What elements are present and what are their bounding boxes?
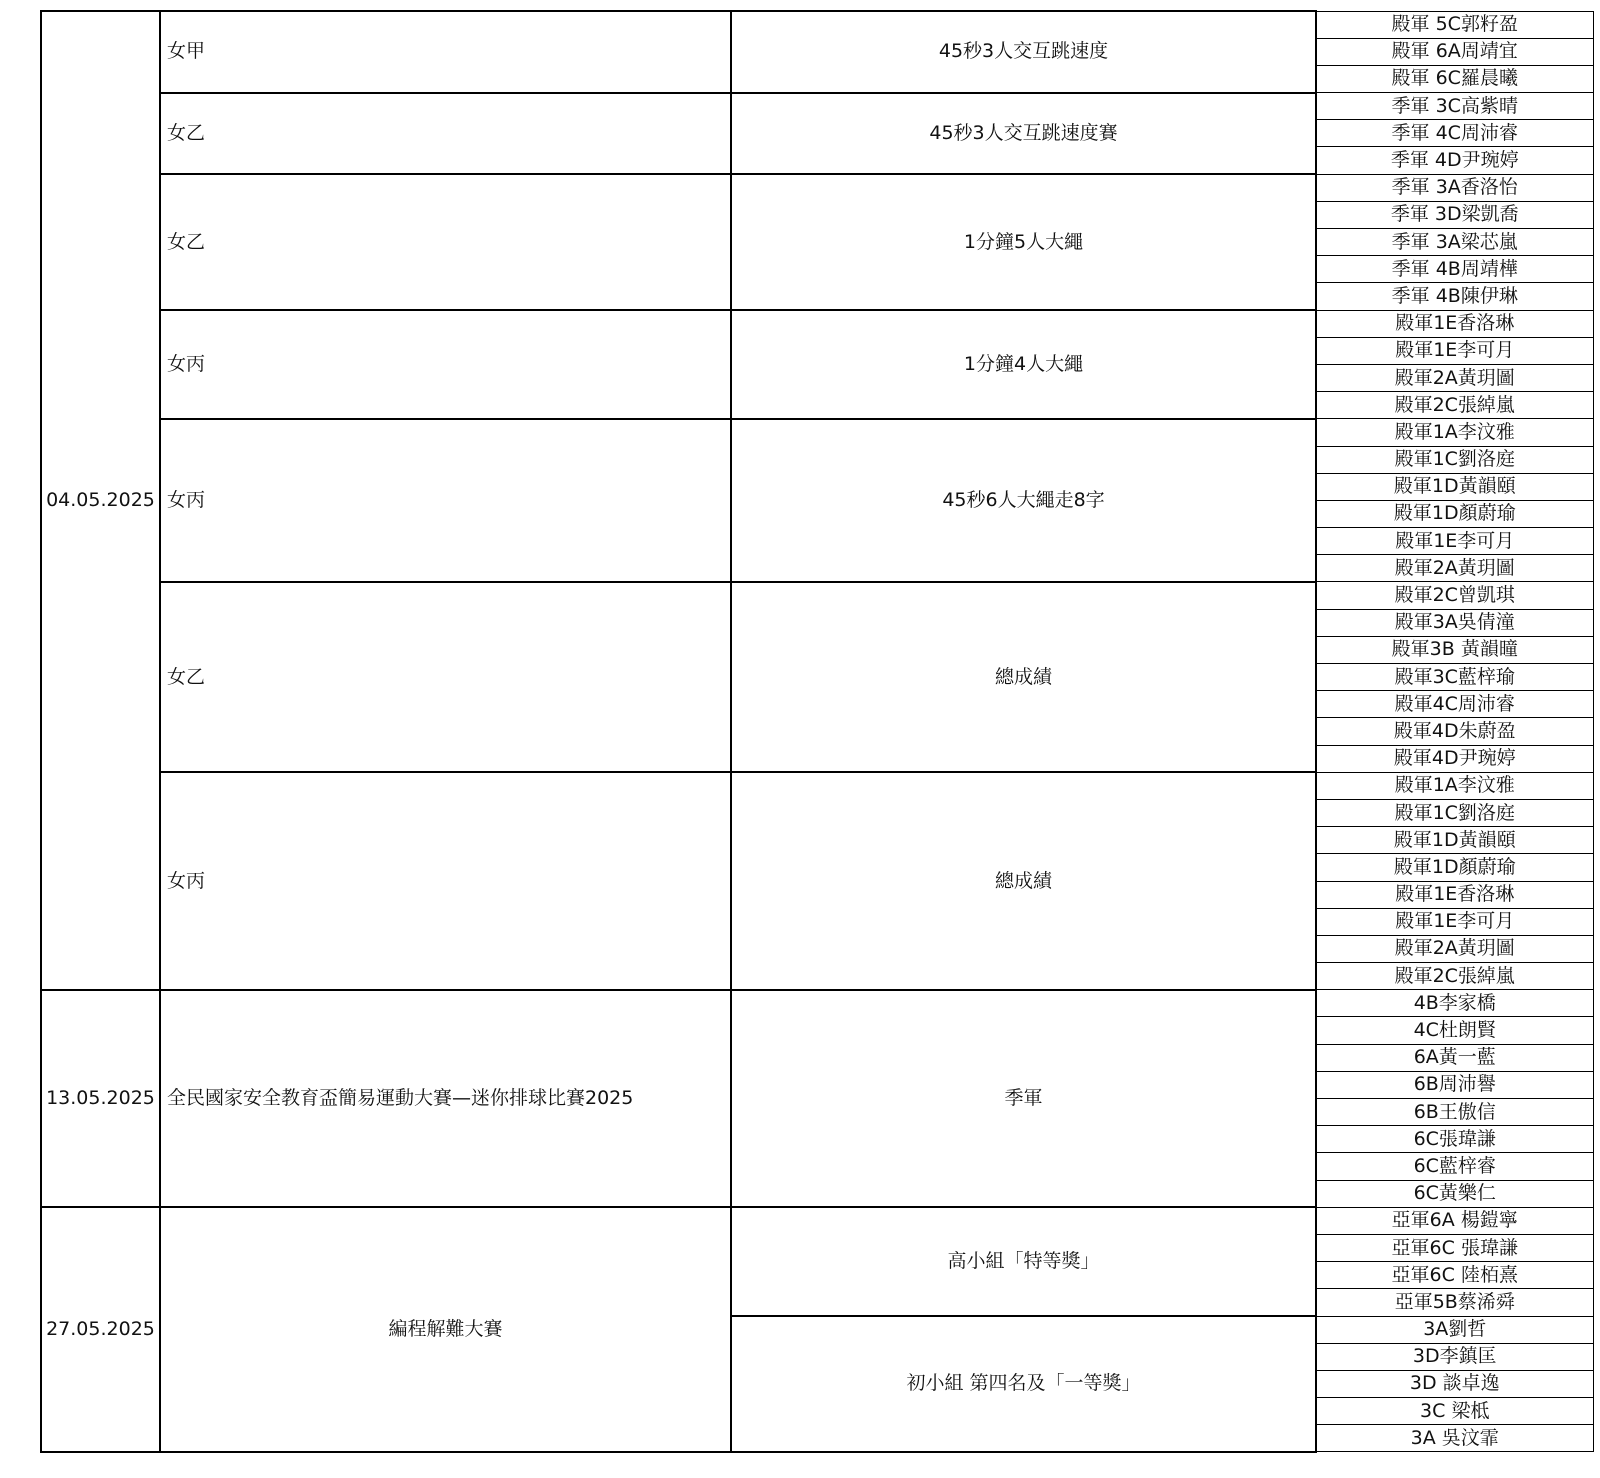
winner-cell: 殿軍 6A周靖宜 (1316, 38, 1593, 65)
winner-cell: 殿軍1D黃韻頤 (1316, 473, 1593, 500)
table-row (41, 310, 1593, 337)
winner-cell: 殿軍3A吳倩潼 (1316, 609, 1593, 636)
event-group-cell: 女乙 (160, 93, 731, 175)
winner-cell: 6B王傲信 (1316, 1099, 1593, 1126)
winner-cell: 季軍 4B周靖樺 (1316, 256, 1593, 283)
winner-cell: 殿軍3B 黃韻曈 (1316, 636, 1593, 663)
winner-cell: 殿軍 5C郭籽盈 (1316, 11, 1593, 38)
winner-cell: 6B周沛譽 (1316, 1071, 1593, 1098)
date-cell: 04.05.2025 (41, 11, 160, 990)
table-row (41, 174, 1593, 201)
competition-cell: 編程解難大賽 (160, 1207, 731, 1452)
winner-cell: 亞軍6C 陸栢熹 (1316, 1262, 1593, 1289)
event-item-cell: 高小組「特等獎」 (731, 1207, 1316, 1316)
date-cell: 13.05.2025 (41, 990, 160, 1208)
event-group-cell: 女丙 (160, 310, 731, 419)
winner-cell: 季軍 3C高紫晴 (1316, 93, 1593, 120)
winner-cell: 殿軍4D尹琬婷 (1316, 745, 1593, 772)
event-group-cell: 女乙 (160, 174, 731, 310)
winner-cell: 6C張瑋謙 (1316, 1126, 1593, 1153)
winner-cell: 殿軍2C張綽嵐 (1316, 963, 1593, 990)
winner-cell: 3C 梁柢 (1316, 1398, 1593, 1425)
winner-cell: 6C藍梓睿 (1316, 1153, 1593, 1180)
winner-cell: 4C杜朗賢 (1316, 1017, 1593, 1044)
awards-table (40, 10, 1594, 1453)
winner-cell: 殿軍1D黃韻頤 (1316, 827, 1593, 854)
table-row (41, 1207, 1593, 1234)
event-item-cell: 總成績 (731, 582, 1316, 772)
winner-cell: 殿軍 6C羅晨曦 (1316, 65, 1593, 92)
table-row (41, 772, 1593, 799)
winner-cell: 殿軍1E李可月 (1316, 908, 1593, 935)
table-row (41, 419, 1593, 446)
event-group-cell: 全民國家安全教育盃簡易運動大賽—迷你排球比賽2025 (160, 990, 731, 1208)
winner-cell: 殿軍4D朱蔚盈 (1316, 718, 1593, 745)
winner-cell: 殿軍1C劉洛庭 (1316, 446, 1593, 473)
table-row (41, 582, 1593, 609)
event-item-cell: 總成績 (731, 772, 1316, 990)
winner-cell: 殿軍1E李可月 (1316, 337, 1593, 364)
winner-cell: 季軍 3D梁凱喬 (1316, 201, 1593, 228)
event-item-cell: 45秒3人交互跳速度賽 (731, 93, 1316, 175)
event-item-cell: 1分鐘4人大繩 (731, 310, 1316, 419)
event-group-cell: 女丙 (160, 419, 731, 582)
event-group-cell: 女乙 (160, 582, 731, 772)
winner-cell: 殿軍1E香洛琳 (1316, 310, 1593, 337)
winner-cell: 殿軍3C藍梓瑜 (1316, 664, 1593, 691)
date-cell: 27.05.2025 (41, 1207, 160, 1452)
event-item-cell: 45秒3人交互跳速度 (731, 11, 1316, 93)
winner-cell: 4B李家橋 (1316, 990, 1593, 1017)
winner-cell: 殿軍2A黃玥圖 (1316, 935, 1593, 962)
winner-cell: 季軍 4B陳伊琳 (1316, 283, 1593, 310)
table-row (41, 990, 1593, 1017)
winner-cell: 殿軍1A李汶雅 (1316, 419, 1593, 446)
winner-cell: 亞軍6A 楊鎧寧 (1316, 1207, 1593, 1234)
event-group-cell: 女甲 (160, 11, 731, 93)
winner-cell: 季軍 3A梁芯嵐 (1316, 229, 1593, 256)
winner-cell: 殿軍4C周沛睿 (1316, 691, 1593, 718)
winner-cell: 3A 吳汶霏 (1316, 1425, 1593, 1452)
event-item-cell: 初小組 第四名及「一等獎」 (731, 1316, 1316, 1452)
winner-cell: 季軍 3A香洛怡 (1316, 174, 1593, 201)
winner-cell: 6A黃一藍 (1316, 1044, 1593, 1071)
winner-cell: 殿軍1E香洛琳 (1316, 881, 1593, 908)
winner-cell: 3D李鎮匡 (1316, 1343, 1593, 1370)
event-item-cell: 1分鐘5人大繩 (731, 174, 1316, 310)
table-row (41, 11, 1593, 38)
winner-cell: 亞軍6C 張瑋謙 (1316, 1234, 1593, 1261)
winner-cell: 殿軍1D顏蔚瑜 (1316, 500, 1593, 527)
winner-cell: 亞軍5B蔡浠舜 (1316, 1289, 1593, 1316)
winner-cell: 殿軍2A黃玥圖 (1316, 364, 1593, 391)
winner-cell: 季軍 4C周沛睿 (1316, 120, 1593, 147)
winner-cell: 殿軍2C張綽嵐 (1316, 392, 1593, 419)
winner-cell: 季軍 4D尹琬婷 (1316, 147, 1593, 174)
winner-cell: 殿軍1C劉洛庭 (1316, 799, 1593, 826)
event-item-cell: 季軍 (731, 990, 1316, 1208)
event-group-cell: 女丙 (160, 772, 731, 990)
winner-cell: 3D 談卓逸 (1316, 1370, 1593, 1397)
event-item-cell: 45秒6人大繩走8字 (731, 419, 1316, 582)
winner-cell: 6C黃樂仁 (1316, 1180, 1593, 1207)
winner-cell: 殿軍2C曾凱琪 (1316, 582, 1593, 609)
winner-cell: 殿軍1A李汶雅 (1316, 772, 1593, 799)
winner-cell: 殿軍2A黃玥圖 (1316, 555, 1593, 582)
winner-cell: 3A劉哲 (1316, 1316, 1593, 1343)
winner-cell: 殿軍1E李可月 (1316, 528, 1593, 555)
table-row (41, 93, 1593, 120)
winner-cell: 殿軍1D顏蔚瑜 (1316, 854, 1593, 881)
